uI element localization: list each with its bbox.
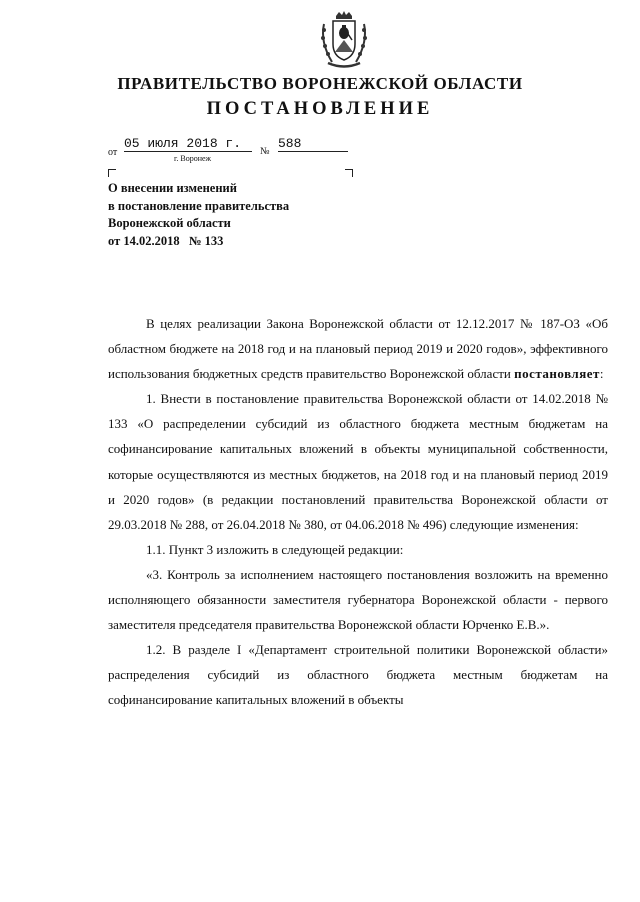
document-date: 05 июля 2018 г. <box>124 137 252 152</box>
paragraph-item-1: 1. Внести в постановление правительства Воронежской области от 14.02.2018 № 133 «О распределении субсидий из областного бюджета местным бюджетам на софинансирование капитальных вложений в объекты муниципальной собственности, которые осуществляются из местных бюджетов, на 2018 год и на плановый период 2019 и 2020 годов» (в редакции постановлений правительства Воронежской области от 29.03.2018 № 288, от 26.04.2018 № 380, от 04.06.2018 № 496) следующие изменения: <box>108 391 608 532</box>
subject-line: Воронежской области <box>108 216 231 230</box>
document-subject <box>108 180 368 250</box>
date-prefix: от <box>108 147 118 158</box>
coat-of-arms-icon <box>318 10 370 70</box>
subject-line: в постановление правительства <box>108 198 290 213</box>
corner-bracket-right <box>345 169 353 177</box>
subject-line: от 14.02.2018 № 133 <box>108 233 224 248</box>
paragraph-preamble: В целях реализации Закона Воронежской области от 12.12.2017 № 187-ОЗ «Об областном бюджете на 2018 год и на плановый период 2019 и 2020 годов», эффективного использования бюджетных средств правительство Воронежской области постановляет: <box>108 316 608 382</box>
corner-bracket-left <box>108 169 116 177</box>
government-name: ПРАВИТЕЛЬСТВО ВОРОНЕЖСКОЙ ОБЛАСТИ <box>117 74 523 93</box>
document-body <box>108 311 608 713</box>
paragraph-quoted-item-3: «3. Контроль за исполнением настоящего постановления возложить на временно исполняющего обязанности заместителя губернатора Воронежской области - первого заместителя председателя правительства Воронежской области Юрченко Е.В.». <box>108 566 608 633</box>
keyword-postanovlyaet: постановляет <box>514 366 600 382</box>
subject-line: О внесении изменений <box>108 181 237 195</box>
document-type: ПОСТАНОВЛЕНИЕ <box>206 99 434 119</box>
paragraph-item-1-2: 1.2. В разделе I «Департамент строительной политики Воронежской области» распределения субсидий из областного бюджета местным бюджетам на софинансирование капитальных вложений в объекты <box>108 642 608 708</box>
document-number: 588 <box>278 137 348 152</box>
city-label: г. Воронеж <box>174 154 212 163</box>
paragraph-item-1-1: 1.1. Пункт 3 изложить в следующей редакции: <box>146 541 404 557</box>
number-prefix: № <box>260 146 270 157</box>
